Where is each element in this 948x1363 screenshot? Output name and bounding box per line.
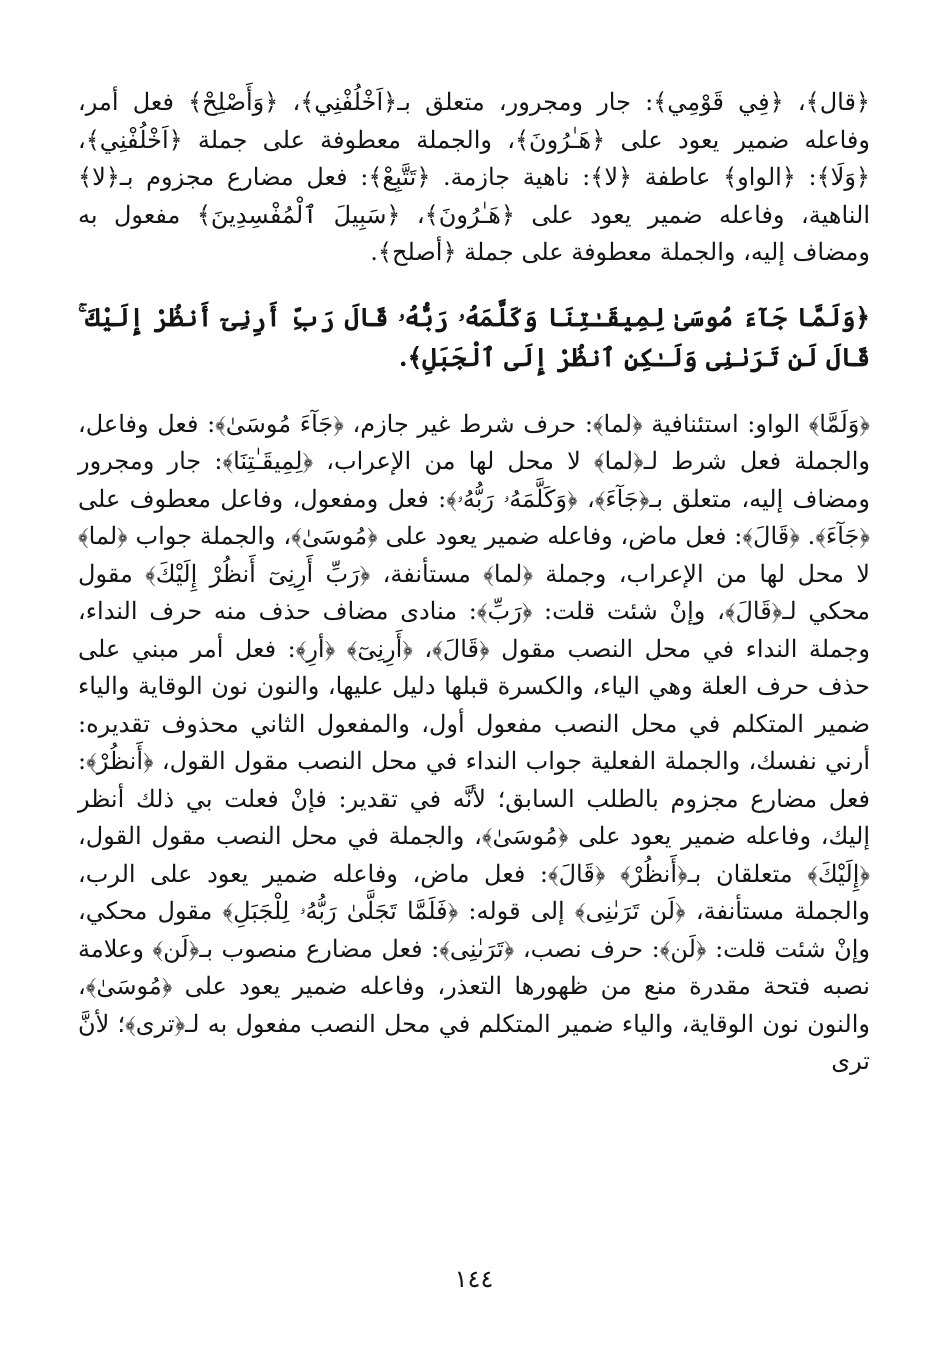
page-body (78, 84, 870, 1081)
paragraph-1: ﴿قال﴾، ﴿فِي قَوْمِي﴾: جار ومجرور، متعلق بـ﴿اَخْلُفْنِي﴾، ﴿وَأَصْلِحْ﴾ فعل أمر، وفاعله ضمير يعود على ﴿هَـٰرُونَ﴾، والجملة معطوفة على جملة ﴿اَخْلُفْنِي﴾، ﴿وَلَا﴾: ﴿الواو﴾ عاطفة ﴿لا﴾: ناهية جازمة. ﴿تَتَّبِعْ﴾: فعل مضارع مجزوم بـ﴿لا﴾ الناهية، وفاعله ضمير يعود على ﴿هَـٰرُونَ﴾، ﴿سَبِيلَ ٱلْمُفْسِدِينَ﴾ مفعول به ومضاف إليه، والجملة معطوفة على جملة ﴿أصلح﴾. (78, 88, 870, 266)
paragraph-2: ﴿وَلَمَّا﴾ الواو: استئنافية ﴿لما﴾: حرف شرط غير جازم، ﴿جَآءَ مُوسَىٰ﴾: فعل وفاعل، والجملة فعل شرط لـ﴿لما﴾ لا محل لها من الإعراب، ﴿لِمِيقَـٰتِنَا﴾: جار ومجرور ومضاف إليه، متعلق بـ﴿جَآءَ﴾، ﴿وَكَلَّمَهُۥ رَبُّهُۥ﴾: فعل ومفعول، وفاعل معطوف على ﴿جَآءَ﴾. ﴿قَالَ﴾: فعل ماض، وفاعله ضمير يعود على ﴿مُوسَىٰ﴾، والجملة جواب ﴿لما﴾ لا محل لها من الإعراب، وجملة ﴿لما﴾ مستأنفة، ﴿رَبِّ أَرِنِىٓ أَنظُرْ إِلَيْكَ﴾ مقول محكي لـ﴿قَالَ﴾، وإنْ شئت قلت: ﴿رَبِّ﴾: منادى مضاف حذف منه حرف النداء، وجملة النداء في محل النصب مقول ﴿قَالَ﴾، ﴿أَرِنِىٓ﴾ ﴿أرِ﴾: فعل أمر مبني على حذف حرف العلة وهي الياء، والكسرة قبلها دليل عليها، والنون نون الوقاية والياء ضمير المتكلم في محل النصب مفعول أول، والمفعول الثاني محذوف تقديره: أرني نفسك، والجملة الفعلية جواب النداء في محل النصب مقول القول، ﴿أَنظُرْ﴾: فعل مضارع مجزوم بالطلب السابق؛ لأنَّه في تقدير: فإنْ فعلت بي ذلك أنظر إليك، وفاعله ضمير يعود على ﴿مُوسَىٰ﴾، والجملة في محل النصب مقول القول، ﴿إِلَيْكَ﴾ متعلقان بـ﴿أَنظُرْ﴾ ﴿قَالَ﴾: فعل ماض، وفاعله ضمير يعود على الرب، والجملة مستأنفة، ﴿لَن تَرَىٰنِى﴾ إلى قوله: ﴿فَلَمَّا تَجَلَّىٰ رَبُّهُۥ لِلْجَبَلِ﴾ مقول محكي، وإنْ شئت قلت: ﴿لَن﴾: حرف نصب، ﴿تَرَىٰنِى﴾: فعل مضارع منصوب بـ﴿لَن﴾ وعلامة نصبه فتحة مقدرة منع من ظهورها التعذر، وفاعله ضمير يعود على ﴿مُوسَىٰ﴾، والنون نون الوقاية، والياء ضمير المتكلم في محل النصب مفعول به لـ﴿ترى﴾؛ لأنَّ ترى (78, 409, 870, 1075)
page-number: ١٤٤ (454, 1265, 494, 1293)
quran-verse: ﴿وَلَمَّا جَآءَ مُوسَىٰ لِمِيقَـٰتِنَا وَكَلَّمَهُۥ رَبُّهُۥ قَالَ رَبِّ أَرِنِىٓ أَنظُرْ إِلَيْكَ ۚ قَالَ لَن تَرَىٰنِى وَلَـٰكِنِ ٱنظُرْ إِلَى ٱلْجَبَلِ﴾. (78, 302, 870, 372)
